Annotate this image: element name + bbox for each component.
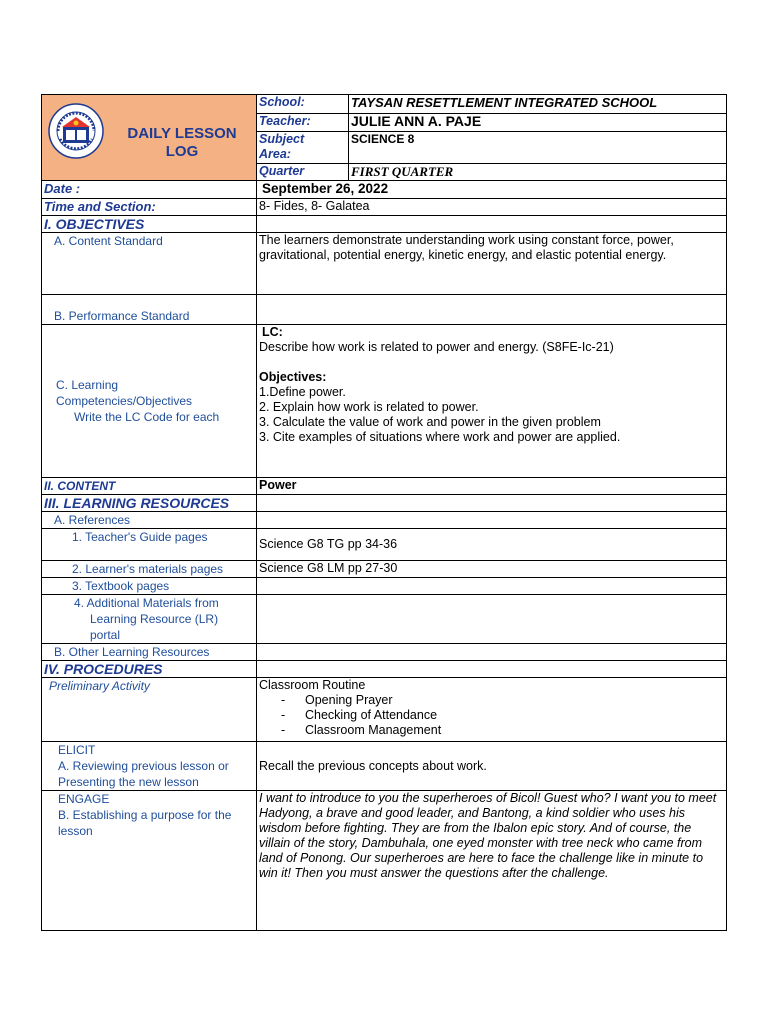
daily-lesson-log <box>41 94 726 931</box>
additional-materials-value <box>257 595 727 644</box>
preliminary-item: - Checking of Attendance <box>259 708 724 723</box>
objectives-title: Objectives: <box>259 370 327 384</box>
objectives-heading-blank <box>257 216 727 233</box>
additional-materials-label <box>42 595 257 644</box>
procedures-heading-blank <box>257 661 727 678</box>
school-value: TAYSAN RESETTLEMENT INTEGRATED SCHOOL <box>349 95 727 114</box>
subject-value: SCIENCE 8 <box>349 132 727 164</box>
objective-item: 3. Cite examples of situations where work and power are applied. <box>259 430 621 444</box>
textbook-pages-value <box>257 578 727 595</box>
school-label: School: <box>257 95 349 114</box>
title-line-1: DAILY LESSON <box>127 125 237 142</box>
teachers-guide-value: Science G8 TG pp 34-36 <box>257 529 727 561</box>
lc-text: Describe how work is related to power and energy. (S8FE-Ic-21) <box>259 340 614 354</box>
lc-label-line-1: C. Learning <box>56 378 119 392</box>
elicit-label-line-3: Presenting the new lesson <box>58 775 199 789</box>
procedures-heading: IV. PROCEDURES <box>42 661 257 678</box>
time-section-value: 8- Fides, 8- Galatea <box>257 199 727 216</box>
content-standard-value: The learners demonstrate understanding work using constant force, power, gravitational, potential energy, kinetic energy, and elastic potential energy. <box>257 233 727 295</box>
objective-item: 2. Explain how work is related to power. <box>259 400 479 414</box>
references-label: A. References <box>42 512 257 529</box>
learners-materials-value: Science G8 LM pp 27-30 <box>257 561 727 578</box>
textbook-pages-label: 3. Textbook pages <box>42 578 257 595</box>
additional-label-line-2: Learning Resource (LR) <box>90 612 219 626</box>
other-resources-value <box>257 644 727 661</box>
date-value: September 26, 2022 <box>257 181 727 199</box>
learning-resources-heading: III. LEARNING RESOURCES <box>42 495 257 512</box>
lc-label-line-3: Write the LC Code for each <box>74 410 220 424</box>
quarter-value: FIRST QUARTER <box>349 164 727 181</box>
preliminary-title: Classroom Routine <box>259 678 366 692</box>
title-line-2: LOG <box>165 143 199 160</box>
quarter-label: Quarter <box>257 164 349 181</box>
learners-materials-label: 2. Learner's materials pages <box>42 561 257 578</box>
header-logo-cell <box>42 95 257 181</box>
document-title <box>112 125 252 161</box>
preliminary-item: - Classroom Management <box>259 723 724 738</box>
objective-item: 3. Calculate the value of work and power in the given problem <box>259 415 601 429</box>
engage-label-line-2: B. Establishing a purpose for the <box>58 808 232 822</box>
teachers-guide-label: 1. Teacher's Guide pages <box>42 529 257 561</box>
performance-standard-value <box>257 295 727 325</box>
lesson-log-table <box>41 94 727 931</box>
engage-label <box>42 791 257 931</box>
engage-label-line-1: ENGAGE <box>58 792 110 806</box>
teacher-value: JULIE ANN A. PAJE <box>349 114 727 132</box>
learning-competencies-value <box>257 325 727 478</box>
lc-label-line-2: Competencies/Objectives <box>56 394 193 408</box>
subject-label-line-2: Area: <box>259 147 291 161</box>
preliminary-activity-value <box>257 678 727 742</box>
content-label: II. CONTENT <box>42 478 257 495</box>
learning-resources-blank <box>257 495 727 512</box>
learning-competencies-label <box>42 325 257 478</box>
objective-item: 1.Define power. <box>259 385 346 399</box>
performance-standard-label: B. Performance Standard <box>42 295 257 325</box>
subject-label <box>257 132 349 164</box>
time-section-label: Time and Section: <box>42 199 257 216</box>
elicit-label-line-1: ELICIT <box>58 743 96 757</box>
engage-label-line-3: lesson <box>58 824 93 838</box>
date-label: Date : <box>42 181 257 199</box>
other-resources-label: B. Other Learning Resources <box>42 644 257 661</box>
deped-seal-icon <box>48 103 104 159</box>
references-blank <box>257 512 727 529</box>
elicit-label <box>42 742 257 791</box>
additional-label-line-3: portal <box>90 628 121 642</box>
teacher-label: Teacher: <box>257 114 349 132</box>
content-value: Power <box>257 478 727 495</box>
content-standard-label: A. Content Standard <box>42 233 257 295</box>
engage-value: I want to introduce to you the superheroes of Bicol! Guest who? I want you to meet Hadyong, a brave and good leader, and Bantong, a kind soldier who uses his wisdom before fighting. They are from the Ibalon epic story. And of course, the villain of the story, Dambuhala, one eyed monster with tree neck who came from land of Ponong. Our superheroes are here to face the challenge like in minute to win it! Then you must answer the questions after the challenge. <box>257 791 727 931</box>
additional-label-line-1: 4. Additional Materials from <box>74 596 219 610</box>
lc-title: LC: <box>262 325 283 339</box>
subject-label-line-1: Subject <box>259 132 305 146</box>
objectives-heading: I. OBJECTIVES <box>42 216 257 233</box>
preliminary-activity-label: Preliminary Activity <box>42 678 257 742</box>
preliminary-item: - Opening Prayer <box>259 693 724 708</box>
elicit-value: Recall the previous concepts about work. <box>257 742 727 791</box>
elicit-label-line-2: A. Reviewing previous lesson or <box>58 759 229 773</box>
